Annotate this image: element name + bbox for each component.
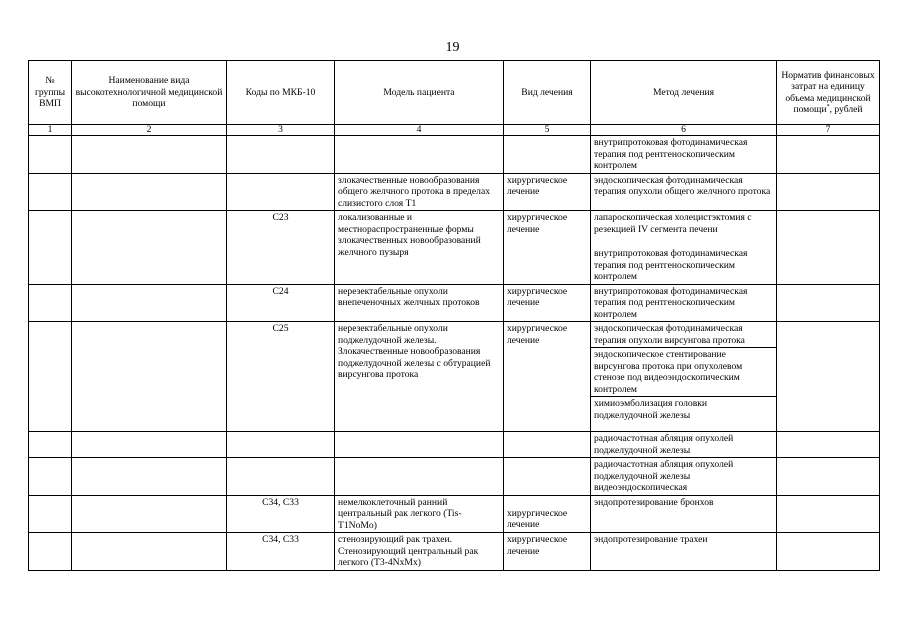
cell-patient-model: нерезектабельные опухоли поджелудочной железы. Злокачественные новообразования поджелудочной железы с обтурацией вирсунгова протока — [335, 322, 504, 432]
cell-icd-code — [227, 432, 335, 458]
method-item: радиочастотная абляция опухолей поджелудочной железы видеоэндоскопическая — [594, 459, 734, 493]
cell-icd-code: C24 — [227, 284, 335, 322]
cell-group-number — [29, 211, 72, 285]
column-number-row — [29, 125, 880, 136]
cell-cost — [777, 322, 880, 432]
cell-icd-code — [227, 458, 335, 496]
cell-icd-code: C34, C33 — [227, 495, 335, 533]
cell-vmp-name — [72, 458, 227, 496]
cell-vmp-name — [72, 136, 227, 174]
cell-cost — [777, 211, 880, 285]
cell-group-number — [29, 495, 72, 533]
cell-patient-model: локализованные и местнораспространенные формы злокачественных новообразований желчного пузыря — [335, 211, 504, 285]
cell-patient-model: злокачественные новообразования общего желчного протока в пределах слизистого слоя T1 — [335, 173, 504, 211]
column-number: 4 — [335, 125, 504, 136]
cell-treatment-method — [591, 495, 777, 533]
cell-cost — [777, 284, 880, 322]
column-number: 5 — [504, 125, 591, 136]
cell-icd-code — [227, 136, 335, 174]
table-row — [29, 432, 880, 458]
method-item: эндоскопическая фотодинамическая терапия опухоли вирсунгова протока — [594, 323, 745, 346]
cell-group-number — [29, 322, 72, 432]
cell-patient-model: нерезектабельные опухоли внепеченочных желчных протоков — [335, 284, 504, 322]
header-treatment-method: Метод лечения — [591, 61, 777, 125]
cell-treatment-type — [504, 458, 591, 496]
method-item: эндоскопическое стентирование вирсунгова протока при опухолевом стенозе под видеоэндоскопическим контролем — [591, 347, 776, 396]
table-row — [29, 173, 880, 211]
cell-treatment-type: хирургическое лечение — [504, 211, 591, 285]
header-row — [29, 61, 880, 125]
header-patient-model: Модель пациента — [335, 61, 504, 125]
method-item: внутрипротоковая фотодинамическая терапия под рентгеноскопическим контролем — [594, 248, 748, 282]
cell-treatment-type: хирургическое лечение — [504, 495, 591, 533]
cell-group-number — [29, 173, 72, 211]
cell-icd-code: C34, C33 — [227, 533, 335, 571]
page-number: 19 — [445, 40, 460, 55]
cell-patient-model — [335, 136, 504, 174]
cell-vmp-name — [72, 495, 227, 533]
cell-treatment-method — [591, 173, 777, 211]
cell-group-number — [29, 284, 72, 322]
cell-treatment-method — [591, 533, 777, 571]
cell-treatment-method — [591, 322, 777, 432]
method-item: эндопротезирование трахеи — [594, 534, 708, 545]
cell-treatment-type: хирургическое лечение — [504, 533, 591, 571]
method-item: химиоэмболизация головки поджелудочной железы — [591, 396, 776, 431]
method-item: радиочастотная абляция опухолей поджелудочной железы — [594, 433, 734, 456]
cell-vmp-name — [72, 173, 227, 211]
table-row — [29, 284, 880, 322]
table-row — [29, 458, 880, 496]
cell-group-number — [29, 136, 72, 174]
vmp-table — [28, 60, 880, 571]
column-number: 7 — [777, 125, 880, 136]
cost-header-text: Норматив финансовых затрат на единицу объема медицинской помощи — [781, 69, 875, 115]
table-row — [29, 533, 880, 571]
cell-treatment-method — [591, 284, 777, 322]
cell-patient-model: стенозирующий рак трахеи. Стенозирующий центральный рак легкого (T3-4NxMx) — [335, 533, 504, 571]
cell-cost — [777, 458, 880, 496]
header-vmp-name: Наименование вида высокотехнологичной медицинской помощи — [72, 61, 227, 125]
header-cost-standard — [777, 61, 880, 125]
cell-group-number — [29, 458, 72, 496]
cell-cost — [777, 173, 880, 211]
column-number: 1 — [29, 125, 72, 136]
cell-group-number — [29, 432, 72, 458]
cell-treatment-type — [504, 432, 591, 458]
column-number: 6 — [591, 125, 777, 136]
cell-vmp-name — [72, 432, 227, 458]
footnote-mark: * — [826, 103, 830, 110]
cell-treatment-type — [504, 136, 591, 174]
cell-cost — [777, 136, 880, 174]
cell-treatment-method — [591, 458, 777, 496]
cell-cost — [777, 495, 880, 533]
method-item: эндоскопическая фотодинамическая терапия опухоли общего желчного протока — [594, 174, 771, 197]
cell-treatment-method — [591, 211, 777, 285]
cell-vmp-name — [72, 322, 227, 432]
table-row — [29, 136, 880, 174]
cell-icd-code: C25 — [227, 322, 335, 432]
cell-treatment-type: хирургическое лечение — [504, 322, 591, 432]
cell-patient-model — [335, 458, 504, 496]
cell-vmp-name — [72, 533, 227, 571]
cost-header-unit: , рублей — [829, 104, 863, 115]
cell-treatment-type: хирургическое лечение — [504, 173, 591, 211]
cell-vmp-name — [72, 284, 227, 322]
table-row — [29, 322, 880, 432]
header-treatment-type: Вид лечения — [504, 61, 591, 125]
cell-patient-model — [335, 432, 504, 458]
cell-group-number — [29, 533, 72, 571]
table-row — [29, 211, 880, 285]
header-group-number: № группы ВМП — [29, 61, 72, 125]
column-number: 2 — [72, 125, 227, 136]
cell-cost — [777, 533, 880, 571]
cell-cost — [777, 432, 880, 458]
method-item: внутрипротоковая фотодинамическая терапия под рентгеноскопическим контролем — [594, 137, 748, 171]
cell-patient-model: немелкоклеточный ранний центральный рак легкого (Tis-T1NoMo) — [335, 495, 504, 533]
cell-icd-code — [227, 173, 335, 211]
method-item: внутрипротоковая фотодинамическая терапия под рентгеноскопическим контролем — [594, 285, 748, 320]
cell-treatment-method — [591, 136, 777, 174]
table-row — [29, 495, 880, 533]
method-item: эндопротезирование бронхов — [594, 496, 714, 508]
cell-vmp-name — [72, 211, 227, 285]
cell-treatment-method — [591, 432, 777, 458]
column-number: 3 — [227, 125, 335, 136]
method-item: лапароскопическая холецистэктомия с резекцией IV сегмента печени — [594, 212, 752, 235]
cell-treatment-type: хирургическое лечение — [504, 284, 591, 322]
header-icd-codes: Коды по МКБ-10 — [227, 61, 335, 125]
cell-icd-code: C23 — [227, 211, 335, 285]
